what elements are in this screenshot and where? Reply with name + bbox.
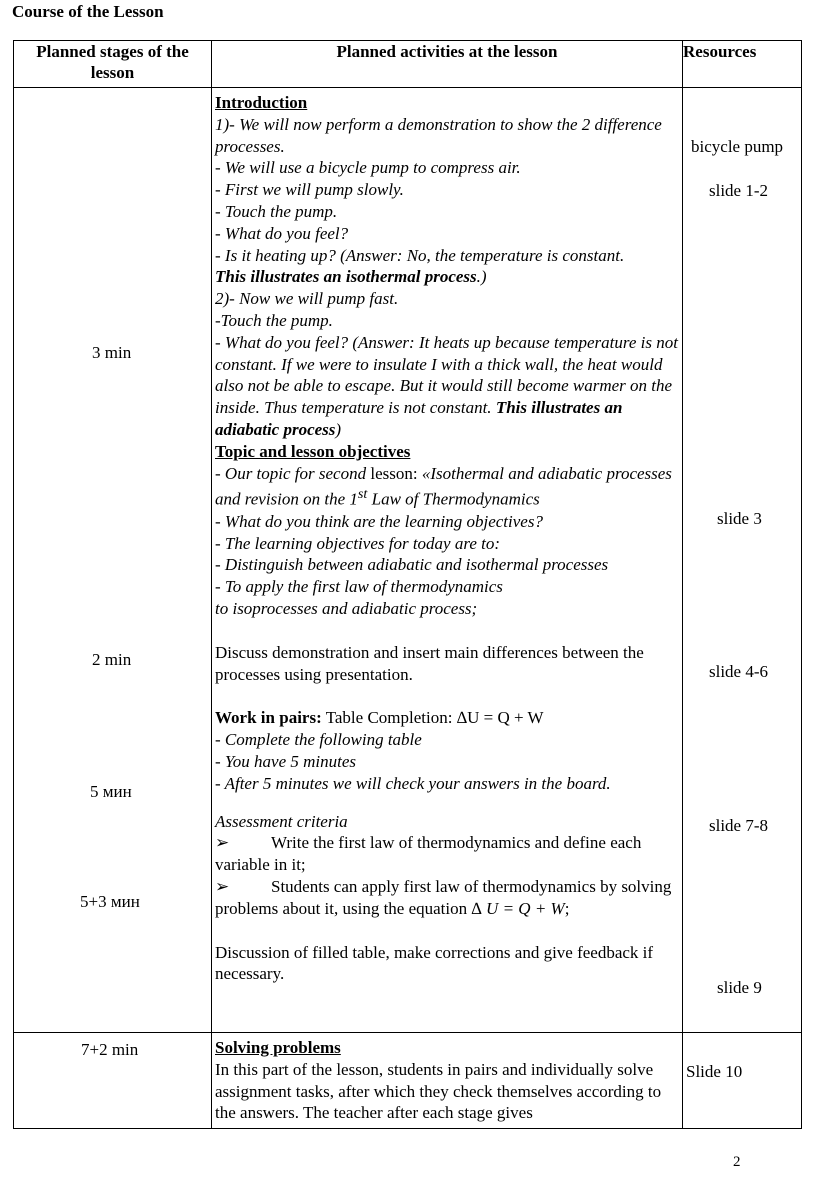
resource-label: slide 4-6 [709, 662, 769, 681]
stages-cell [14, 88, 212, 1033]
objective-line: to isoprocesses and adiabatic process; [215, 598, 478, 618]
objective-line: - Distinguish between adiabatic and isothermal processes [215, 555, 609, 575]
table-row [14, 88, 802, 1033]
adiabatic-text: - What do you feel? (Answer: It heats up because temperature is not constant. If we were to insulate I with a thick wall, the heat would also not be able to escape. But it would still become warmer on the inside. Thus temperature is not constant. [215, 332, 678, 418]
table-header-row [14, 41, 802, 88]
adiabatic-paragraph [215, 332, 683, 441]
activities-content [215, 1037, 683, 1124]
topic-text-d: Law of Thermodynamics [367, 490, 540, 509]
objective-line: - The learning objectives for today are to: [215, 533, 501, 553]
pairs-item: - You have 5 minutes [215, 751, 357, 771]
isothermal-bold: This illustrates an isothermal process [215, 267, 477, 287]
lesson-table [13, 40, 802, 1129]
introduction-heading: Introduction [215, 93, 308, 112]
criteria-text: Students can apply first law of thermodynamics by solving problems about it, using the equation [215, 876, 672, 918]
resources-cell [683, 1033, 802, 1129]
arrow-bullet-icon: ➢ [215, 833, 230, 853]
topic-sup: st [357, 486, 368, 503]
activities-content [215, 92, 683, 985]
solving-text: In this part of the lesson, students in pairs and individually solve assignment tasks, after which they check themselves according to the answers. The teacher after each stage gives [215, 1059, 662, 1123]
pairs-item: - Complete the following table [215, 730, 422, 750]
fast-line: -Touch the pump. [215, 310, 333, 330]
topic-line [215, 463, 683, 511]
criteria-equation: ∆ U = Q + W [471, 898, 565, 918]
resource-label: Slide 10 [686, 1062, 743, 1081]
topic-text-a: - Our topic for second [215, 463, 371, 483]
resource-label: slide 3 [717, 509, 762, 528]
header-activities: Planned activities at the lesson [212, 41, 683, 88]
objective-line: - To apply the first law of thermodynamics [215, 577, 503, 597]
fast-line: 2)- Now we will pump fast. [215, 289, 399, 309]
arrow-bullet-icon: ➢ [215, 876, 230, 896]
criteria-text: Write the first law of thermodynamics and define each variable in it; [215, 833, 642, 875]
intro-line: - Touch the pump. [215, 201, 338, 221]
criteria-end: ; [564, 898, 570, 918]
intro-line: - First we will pump slowly. [215, 180, 404, 200]
stage-time: 3 min [92, 343, 132, 362]
discuss-text: Discuss demonstration and insert main differences between the processes using presentation. [215, 642, 644, 684]
header-resources: Resources [683, 41, 802, 88]
feedback-text: Discussion of filled table, make corrections and give feedback if necessary. [215, 942, 654, 984]
resource-label: slide 7-8 [709, 816, 769, 835]
isothermal-line [215, 266, 683, 288]
topic-text-c: «Isothermal and adiabatic processes and revision on the 1 [215, 463, 672, 509]
stage-time: 5 мин [90, 782, 132, 801]
criteria-item [215, 832, 683, 876]
page-number: 2 [733, 1154, 741, 1170]
pairs-text: Table Completion: ∆U = Q + W [321, 708, 544, 728]
pairs-item: - After 5 minutes we will check your answers in the board. [215, 773, 611, 793]
intro-line: - Is it heating up? (Answer: No, the temperature is constant. [215, 245, 625, 265]
adiabatic-end: ) [335, 419, 342, 439]
resource-label: bicycle pump [691, 137, 784, 156]
intro-line: 1)- We will now perform a demonstration to show the 2 difference processes. [215, 114, 662, 156]
resource-label: slide 1-2 [709, 181, 769, 200]
topic-text-b: lesson: [370, 463, 422, 483]
topic-heading: Topic and lesson objectives [215, 441, 411, 461]
page-title: Course of the Lesson [12, 2, 164, 21]
stage-time: 5+3 мин [80, 892, 140, 911]
stage-time: 7+2 min [81, 1040, 139, 1059]
pairs-label: Work in pairs: [215, 708, 322, 728]
objective-line: - What do you think are the learning objectives? [215, 511, 543, 531]
pairs-line [215, 707, 683, 729]
activities-cell [212, 88, 683, 1033]
activities-cell [212, 1033, 683, 1129]
solving-heading: Solving problems [215, 1038, 341, 1057]
stages-cell [14, 1033, 212, 1129]
isothermal-end: .) [476, 267, 487, 287]
resource-label: slide 9 [717, 978, 762, 997]
intro-line: - We will use a bicycle pump to compress air. [215, 158, 521, 178]
header-stages: Planned stages of the lesson [14, 41, 212, 88]
assessment-heading: Assessment criteria [215, 811, 348, 831]
adiabatic-bold: This illustrates an adiabatic process [215, 398, 623, 439]
table-row [14, 1033, 802, 1129]
criteria-item [215, 876, 683, 920]
resources-cell [683, 88, 802, 1033]
stage-time: 2 min [92, 650, 132, 669]
intro-line: - What do you feel? [215, 223, 349, 243]
